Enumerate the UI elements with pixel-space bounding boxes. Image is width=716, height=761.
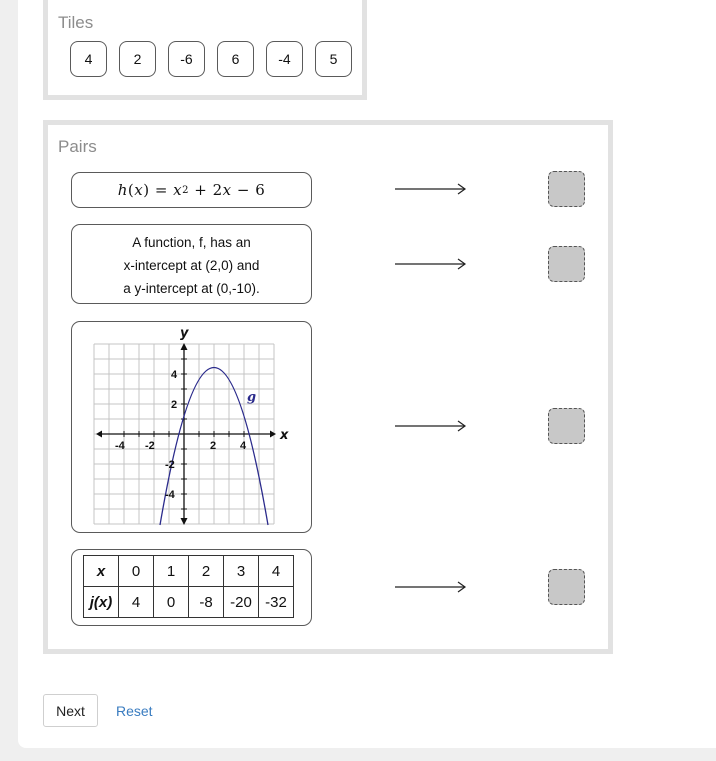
- tiles-title: Tiles: [58, 13, 94, 32]
- table-cell: 4: [119, 587, 154, 618]
- description-text: A function, f, has an x-intercept at (2,0) and a y-intercept at (0,-10).: [123, 235, 260, 296]
- pair-arrow-icon: [395, 183, 467, 195]
- curve-label: g: [247, 390, 257, 405]
- x-tick-label: -4: [115, 440, 125, 452]
- pair-arrow-icon: [395, 258, 467, 270]
- x-tick-label: -2: [145, 440, 155, 452]
- formula-h: h ( x ) = x 2 + 2 x − 6: [117, 181, 266, 199]
- table-cell: 0: [154, 587, 189, 618]
- next-button[interactable]: Next: [43, 694, 98, 727]
- x-tick-label: 2: [210, 440, 217, 452]
- pair-arrow-icon: [395, 420, 467, 432]
- table-card[interactable]: [71, 549, 312, 626]
- pair-arrow-icon: [395, 581, 467, 593]
- table-cell: 2: [189, 556, 224, 587]
- tile[interactable]: 5: [315, 41, 352, 77]
- drop-zone[interactable]: [548, 408, 585, 444]
- x-tick-label: 4: [240, 440, 247, 452]
- table-cell: -20: [224, 587, 259, 618]
- table-header-jx: j(x): [84, 587, 119, 618]
- drop-zone[interactable]: [548, 246, 585, 282]
- drop-zone[interactable]: [548, 171, 585, 207]
- table-cell: 0: [119, 556, 154, 587]
- table-cell: -32: [259, 587, 294, 618]
- tile[interactable]: 2: [119, 41, 156, 77]
- y-axis-label: y: [180, 326, 189, 341]
- graph-card[interactable]: [71, 321, 312, 533]
- table-header-x: x: [84, 556, 119, 587]
- tile[interactable]: -6: [168, 41, 205, 77]
- table-cell: -8: [189, 587, 224, 618]
- tile[interactable]: 6: [217, 41, 254, 77]
- drop-zone[interactable]: [548, 569, 585, 605]
- y-tick-label: 2: [171, 399, 178, 411]
- x-axis-label: x: [280, 428, 289, 443]
- parabola-graph: [72, 322, 311, 532]
- tile[interactable]: 4: [70, 41, 107, 77]
- function-table: [83, 555, 294, 618]
- table-cell: 3: [224, 556, 259, 587]
- y-tick-label: -2: [165, 459, 175, 471]
- tile[interactable]: -4: [266, 41, 303, 77]
- formula-card[interactable]: [71, 172, 312, 208]
- reset-button[interactable]: Reset: [116, 702, 153, 719]
- description-card[interactable]: [71, 224, 312, 304]
- y-tick-label: -4: [165, 489, 175, 501]
- pairs-title: Pairs: [58, 137, 97, 156]
- table-cell: 1: [154, 556, 189, 587]
- table-cell: 4: [259, 556, 294, 587]
- y-tick-label: 4: [171, 369, 178, 381]
